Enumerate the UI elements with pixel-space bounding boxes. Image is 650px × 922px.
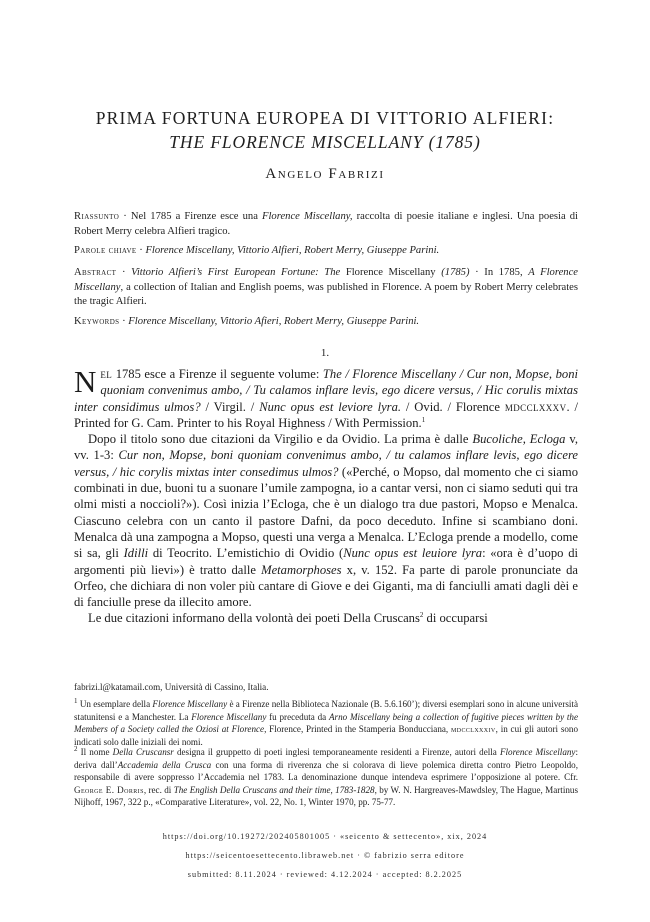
paragraph-2	[74, 431, 578, 610]
fn1-c: è a Firenze nella Biblioteca Nazionale (B. 5.6.160’); diversi esemplari sono in alcune università statunitensi e a Manchester. La	[74, 699, 578, 722]
fn2-e: : deriva dall’	[74, 747, 578, 770]
footnote-1-number: 1	[74, 696, 78, 705]
p2-e: («Perché, o Mopso, dal momento che ci siamo combinati in due, buoni tu a suonare l’umile zampogna, io a cantar versi, non ci siamo seduti qui tra olmi misti a noccioli?»). Così inizia l’Ecloga, che è un dialogo tra due pastori, Mopso e Menalca. Ciascuno celebra con un canto il pastore Dafni, da poco deceduto. Infine si scambiano doni. Menalca dà una zampogna a Mopso, questi una verga a Menalca. L’Ecloga prende a modello, come si sa, gli	[74, 464, 578, 561]
abstract-text-d: · In 1785,	[469, 267, 529, 278]
fn1-d: Florence Miscellany	[191, 711, 267, 722]
p2-virgil-quote: Cur non, Mopse, boni quoniam convenimus ambo, / tu calamos inflare levis, ego dicere versus, / hic corylis mixtas inter consedimus ulmos?	[74, 448, 578, 479]
footnote-1	[74, 698, 578, 748]
fn1-i: , in cui gli autori sono indicati solo dalle iniziali dei nomi.	[74, 724, 578, 747]
abstract-title-c: (1785)	[435, 267, 470, 278]
p1-smallcaps: el	[100, 367, 113, 381]
footnote-2-number: 2	[74, 744, 78, 753]
p2-f: Idilli	[123, 546, 149, 561]
riassunto-label: Riassunto	[74, 211, 120, 222]
fn1-b: Florence Miscellany	[152, 699, 228, 709]
drop-cap: N	[74, 364, 97, 399]
fn1-g: , Florence, Printed in the Stamperia Bonducciana,	[264, 724, 451, 734]
p2-k: x, v. 152. Fa parte di parole pronunciate da Orfeo, che dichiara di non voler più cantare di Giove e dei Giganti, ma di fanciulli amati dagli dèi e di fanciulle prese da illecito amore.	[74, 562, 578, 610]
fn1-f: Arno Miscellany being a collection of fugitive pieces written by the Members of a Society called the Oziosi at Florence	[74, 711, 579, 734]
fn2-d: Florence Miscellany	[499, 747, 576, 757]
fn1-h: mdcclxxxiv	[450, 724, 496, 734]
p3-a: Le due citazioni informano della volontà dei poeti Della Cruscans	[88, 611, 420, 626]
fn2-a: Il nome	[77, 747, 113, 757]
fn1-e: fu preceduta da	[266, 711, 329, 722]
parole-chiave-sep: ·	[136, 245, 146, 256]
footnote-2	[74, 746, 578, 809]
fn2-k: , by W. N. Hargreaves-Mawdsley, The Hague, Martinus Nijhoff, 1967, 322 p., «Comparative Literature», vol. 22, No. 1, Winter 1970, pp. 75-77.	[74, 784, 578, 807]
p2-h: Nunc opus est leuiore lyra	[343, 546, 483, 561]
riassunto-sep: ·	[119, 211, 131, 222]
keywords-label: Keywords	[74, 316, 120, 327]
p2-g: di Teocrito. L’emistichio di Ovidio (	[148, 546, 344, 561]
fn2-h: George E. Dorris	[74, 784, 144, 795]
p1-roman-year: mdcclxxxv	[504, 399, 567, 414]
abstract-sep: ·	[116, 267, 132, 278]
fn2-j: The English Della Cruscans and their time, 1783-1828	[173, 784, 375, 795]
author-email-line: fabrizi.l@katamail.com, Università di Cassino, Italia.	[74, 682, 269, 692]
parole-chiave-label: Parole chiave	[74, 245, 137, 256]
p1-a: 1785 esce a Firenze il seguente volume:	[112, 367, 323, 381]
fn1-a: Un esemplare della	[77, 699, 153, 709]
fn2-f: Accademia della Crusca	[117, 759, 212, 770]
footer-doi-link[interactable]: https://doi.org/10.19272/202405801005 · «seicento & settecento», xix, 2024	[162, 832, 488, 841]
riassunto-block	[74, 210, 578, 239]
keywords-text: Florence Miscellany, Vittorio Afieri, Robert Merry, Giuseppe Parini.	[128, 316, 420, 327]
p1-c: / Virgil. /	[200, 399, 260, 414]
author-name: Angelo Fabrizi	[265, 166, 385, 182]
paragraph-3	[74, 610, 578, 626]
body-text	[74, 366, 578, 627]
keywords-sep: ·	[119, 316, 129, 327]
p2-j: Metamorphoses	[261, 562, 342, 577]
abstract-title-a: Vittorio Alfieri’s First European Fortune: The	[131, 267, 346, 278]
p2-b: Bucoliche, Ecloga	[472, 432, 566, 447]
keywords-block	[74, 315, 578, 330]
p2-a: Dopo il titolo sono due citazioni da Virgilio e da Ovidio. La prima è dalle	[88, 432, 473, 447]
p1-e: / Ovid. / Florence	[401, 399, 505, 414]
abstract-block	[74, 266, 578, 310]
fn2-g: con una forma di riverenza che si colorava di lieve polemica diretta contro Pietro Leopoldo, responsabile di avere soppresso l’Accademia nel 1783. La denominazione dunque intendeva esprimere l’opposizione al potere. Cfr.	[74, 759, 578, 782]
abstract-text-f: , a collection of Italian and English poems, was published in Florence. A poem by Robert Merry celebrates the tragic Alfieri.	[74, 281, 578, 308]
riassunto-text-b: Florence Miscellany,	[262, 211, 353, 222]
p2-i: : «ora è d’uopo di argomenti più lievi») è tratto dalle	[74, 546, 578, 577]
p1-ovid-quote: Nunc opus est leviore lyra.	[259, 399, 402, 414]
p1-title-quote: The / Florence Miscellany / Cur non, Mopse, boni quoniam convenimus ambo, / Tu calamos inflare levis, ego dicere versus, / Hic corulis mixtas inter considimus ulmos?	[74, 367, 578, 414]
p3-b: di occuparsi	[423, 611, 488, 626]
abstract-text-e: A Florence Miscellany	[74, 267, 578, 293]
section-number: 1.	[320, 347, 330, 359]
fn2-i: , rec. di	[143, 784, 174, 795]
footer-submission-dates: submitted: 8.11.2024 · reviewed: 4.12.2024 · accepted: 8.2.2025	[187, 870, 463, 879]
riassunto-text-c: raccolta di poesie italiane e inglesi. Una poesia di Robert Merry celebra Alfieri tragico.	[74, 211, 579, 237]
article-title-line1: PRIMA FORTUNA EUROPEA DI VITTORIO ALFIERI:	[95, 108, 555, 128]
parole-chiave-block	[74, 244, 578, 259]
article-title-line2: THE FLORENCE MISCELLANY (1785)	[169, 132, 481, 152]
fn2-b: Della Cruscansr	[112, 747, 174, 757]
parole-chiave-text: Florence Miscellany, Vittorio Alfieri, Robert Merry, Giuseppe Parini.	[145, 245, 440, 256]
footer-website-link[interactable]: https://seicentoesettecento.libraweb.net · © fabrizio serra editore	[185, 851, 465, 860]
footnote-ref-1[interactable]: 1	[421, 415, 426, 424]
p2-c: v, vv. 1-3:	[74, 432, 579, 463]
abstract-label: Abstract	[74, 267, 117, 278]
abstract-title-b: Florence Miscellany	[345, 267, 436, 278]
paragraph-1	[74, 366, 578, 431]
fn2-c: designa il gruppetto di poeti inglesi temporaneamente residenti a Firenze, autori della	[173, 747, 500, 757]
footnote-ref-2[interactable]: 2	[419, 611, 424, 620]
riassunto-text-a: Nel 1785 a Firenze esce una	[130, 211, 263, 222]
p1-g: . / Printed for G. Cam. Printer to his Royal Highness / With Permission.	[74, 399, 579, 430]
